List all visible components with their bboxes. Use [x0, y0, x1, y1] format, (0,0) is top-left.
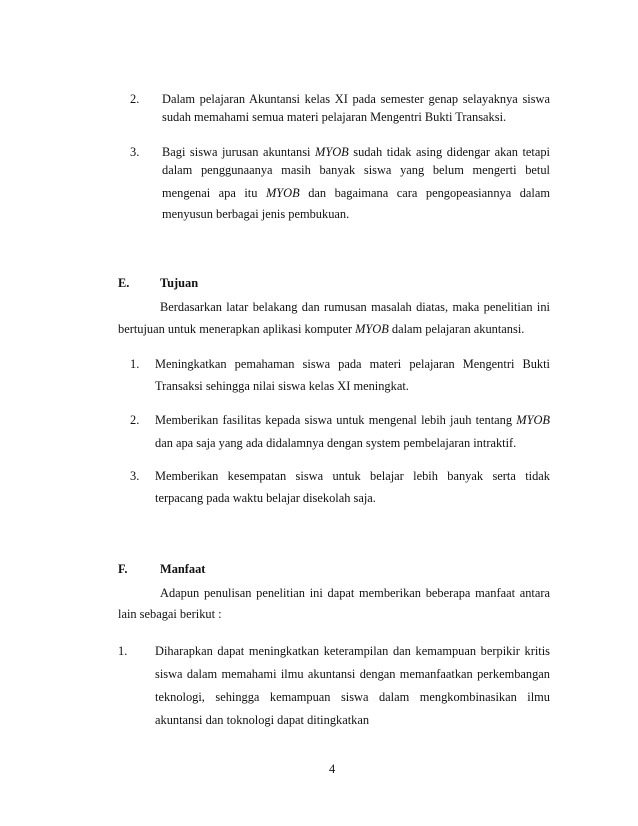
list-item-line: Meningkatkan pemahaman siswa pada materi pelajaran Mengentri Bukti — [155, 357, 550, 371]
list-number: 1. — [118, 644, 128, 658]
list-item-line: menyusun berbagai jenis pembukuan. — [162, 207, 350, 221]
list-number: 3. — [130, 145, 140, 159]
section-title: Tujuan — [160, 276, 199, 290]
list-item-line: sudah memahami semua materi pelajaran Mengentri Bukti Transaksi. — [162, 110, 507, 124]
list-item-line: dalam penggunaanya masih banyak siswa yang belum mengerti betul — [162, 163, 550, 177]
list-item-line: mengenai apa itu MYOB dan bagaimana cara pengopeasiannya dalam — [162, 186, 550, 200]
list-number: 3. — [130, 469, 140, 483]
list-number: 2. — [130, 413, 140, 427]
list-item-line: Memberikan fasilitas kepada siswa untuk mengenal lebih jauh tentang MYOB — [155, 413, 550, 427]
list-item-line: terpacang pada waktu belajar disekolah saja. — [155, 491, 376, 505]
page-number: 4 — [329, 762, 336, 776]
paragraph-line: Adapun penulisan penelitian ini dapat memberikan beberapa manfaat antara — [160, 586, 550, 600]
list-number: 1. — [130, 357, 140, 371]
section-letter: F. — [118, 562, 128, 576]
paragraph-line: Berdasarkan latar belakang dan rumusan masalah diatas, maka penelitian ini — [160, 300, 550, 314]
list-item-line: Bagi siswa jurusan akuntansi MYOB sudah tidak asing didengar akan tetapi — [162, 145, 551, 159]
list-item-line: siswa dalam memahami ilmu akuntansi dengan memanfaatkan perkembangan — [155, 667, 550, 681]
section-title: Manfaat — [160, 562, 206, 576]
list-item-line: akuntansi dan toknologi dapat ditingkatkan — [155, 713, 370, 727]
list-item-line: dan apa saja yang ada didalamnya dengan system pembelajaran intraktif. — [155, 436, 517, 450]
paragraph-line: lain sebagai berikut : — [118, 607, 222, 621]
list-item-line: Transaksi sehingga nilai siswa kelas XI meningkat. — [155, 379, 409, 393]
list-item-line: Diharapkan dapat meningkatkan keterampilan dan kemampuan berpikir kritis — [155, 644, 550, 658]
list-number: 2. — [130, 92, 140, 106]
section-letter: E. — [118, 276, 130, 290]
list-item-line: teknologi, sehingga kemampuan siswa dalam mengkombinasikan ilmu — [155, 690, 550, 704]
list-item-line: Dalam pelajaran Akuntansi kelas XI pada semester genap selayaknya siswa — [162, 92, 550, 106]
list-item-line: Memberikan kesempatan siswa untuk belajar lebih banyak serta tidak — [155, 469, 550, 483]
paragraph-line: bertujuan untuk menerapkan aplikasi komputer MYOB dalam pelajaran akuntansi. — [118, 322, 525, 336]
